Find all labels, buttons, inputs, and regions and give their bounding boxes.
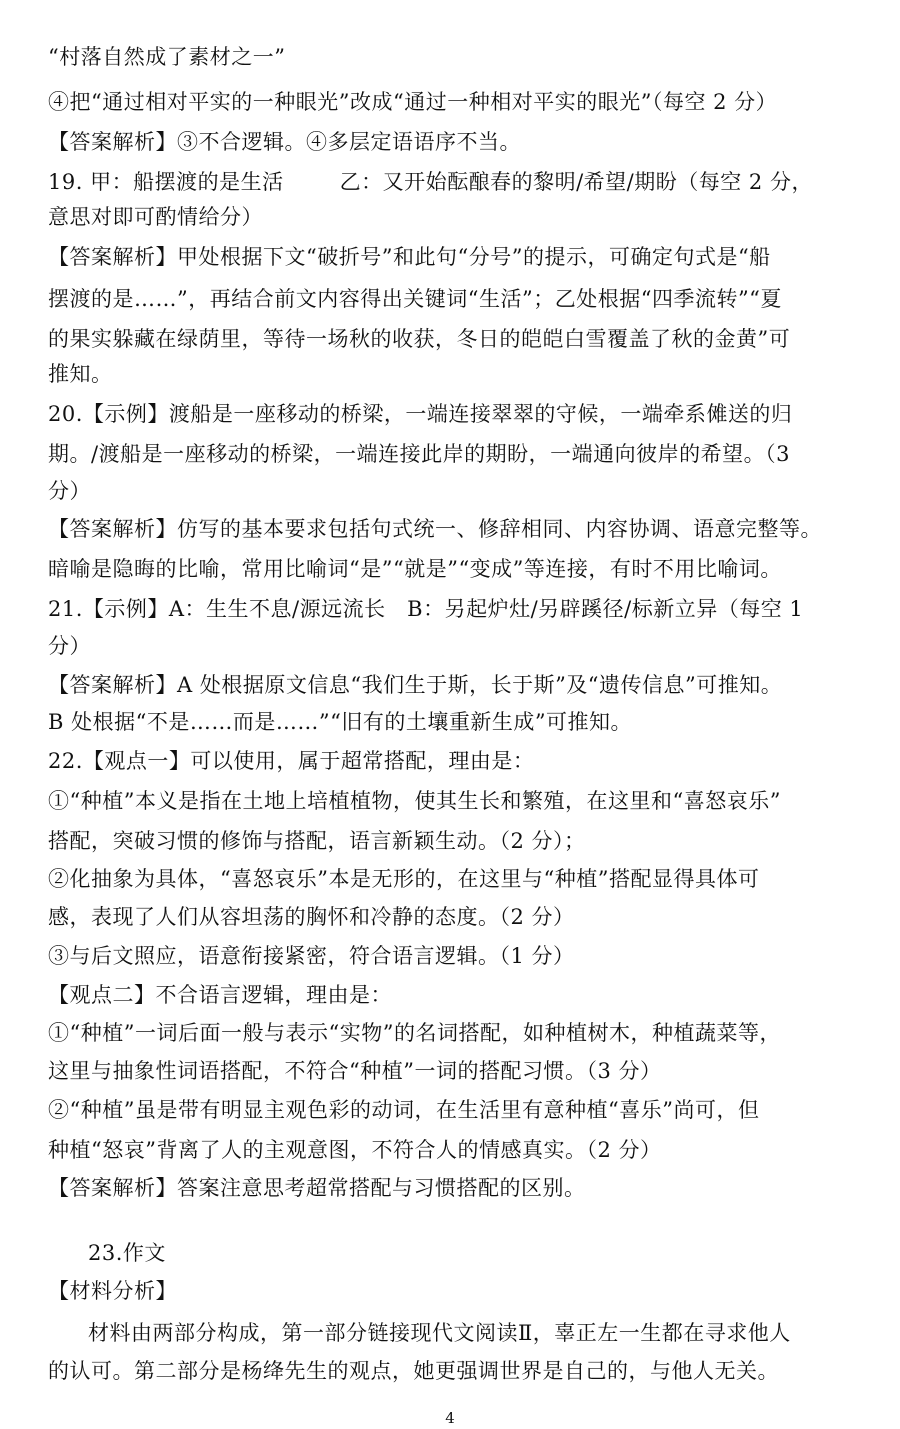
- text-line: 种植“怒哀”背离了人的主观意图，不符合人的情感真实。（2 分）: [48, 1138, 662, 1162]
- text-line: B 处根据“不是……而是……”“旧有的土壤重新生成”可推知。: [48, 710, 633, 734]
- text-line: 【答案解析】A 处根据原文信息“我们生于斯，长于斯”及“遗传信息”可推知。: [48, 673, 783, 697]
- text-line: 20.【示例】渡船是一座移动的桥梁，一端连接翠翠的守候，一端牵系傩送的归: [48, 402, 793, 426]
- text-line: [48, 167, 813, 197]
- answer-yi: 乙：又开始酝酿春的黎明/希望/期盼（每空 2 分，: [339, 170, 813, 194]
- text-line: 搭配，突破习惯的修饰与搭配，语言新颖生动。（2 分）；: [48, 829, 586, 853]
- text-line: 分）: [48, 479, 91, 503]
- text-line: 期。/渡船是一座移动的桥梁，一端连接此岸的期盼，一端通向彼岸的希望。（3: [48, 442, 790, 466]
- text-line: 摆渡的是……”，再结合前文内容得出关键词“生活”；乙处根据“四季流转”“夏: [48, 287, 782, 311]
- text-line: 推知。: [48, 362, 113, 386]
- text-line: 意思对即可酌情给分）: [48, 205, 263, 229]
- text-line: 【答案解析】甲处根据下文“破折号”和此句“分号”的提示，可确定句式是“船: [48, 245, 771, 269]
- page-number: 4: [445, 1409, 455, 1427]
- text-line: 【答案解析】答案注意思考超常搭配与习惯搭配的区别。: [48, 1176, 586, 1200]
- text-line: 【答案解析】仿写的基本要求包括句式统一、修辞相同、内容协调、语意完整等。: [48, 517, 822, 541]
- text-line: 22.【观点一】可以使用，属于超常搭配，理由是：: [48, 749, 535, 773]
- text-line: ①“种植”一词后面一般与表示“实物”的名词搭配，如种植树木，种植蔬菜等，: [48, 1021, 781, 1045]
- text-line: 感，表现了人们从容坦荡的胸怀和冷静的态度。（2 分）: [48, 905, 575, 929]
- text-line: ②化抽象为具体，“喜怒哀乐”本是无形的，在这里与“种植”搭配显得具体可: [48, 867, 760, 891]
- text-line: ②“种植”虽是带有明显主观色彩的动词，在生活里有意种植“喜乐”尚可，但: [48, 1098, 760, 1122]
- text-line: 21.【示例】A：生生不息/源远流长 B：另起炉灶/另辟蹊径/标新立异（每空 1: [48, 597, 804, 621]
- text-line: 分）: [48, 634, 91, 658]
- text-line: ③与后文照应，语意衔接紧密，符合语言逻辑。（1 分）: [48, 944, 575, 968]
- text-line: 的认可。第二部分是杨绛先生的观点，她更强调世界是自己的，与他人无关。: [48, 1359, 779, 1383]
- text-line: 暗喻是隐晦的比喻，常用比喻词“是”“就是”“变成”等连接，有时不用比喻词。: [48, 557, 782, 581]
- section-subheading: 【材料分析】: [48, 1279, 177, 1303]
- section-heading: 23.作文: [88, 1241, 166, 1265]
- text-line: 【观点二】不合语言逻辑，理由是：: [48, 983, 392, 1007]
- answer-jia: 19. 甲：船摆渡的是生活: [48, 170, 284, 194]
- text-line: ④把“通过相对平实的一种眼光”改成“通过一种相对平实的眼光”（每空 2 分）: [48, 90, 778, 114]
- text-line: 这里与抽象性词语搭配，不符合“种植”一词的搭配习惯。（3 分）: [48, 1059, 662, 1083]
- text-line: ①“种植”本义是指在土地上培植植物，使其生长和繁殖，在这里和“喜怒哀乐”: [48, 789, 781, 813]
- text-line: 【答案解析】③不合逻辑。④多层定语语序不当。: [48, 130, 521, 154]
- text-line: 的果实躲藏在绿荫里，等待一场秋的收获，冬日的皑皑白雪覆盖了秋的金黄”可: [48, 327, 791, 351]
- text-line: 材料由两部分构成，第一部分链接现代文阅读Ⅱ，辜正左一生都在寻求他人: [88, 1321, 791, 1345]
- text-line: “村落自然成了素材之一”: [48, 45, 286, 69]
